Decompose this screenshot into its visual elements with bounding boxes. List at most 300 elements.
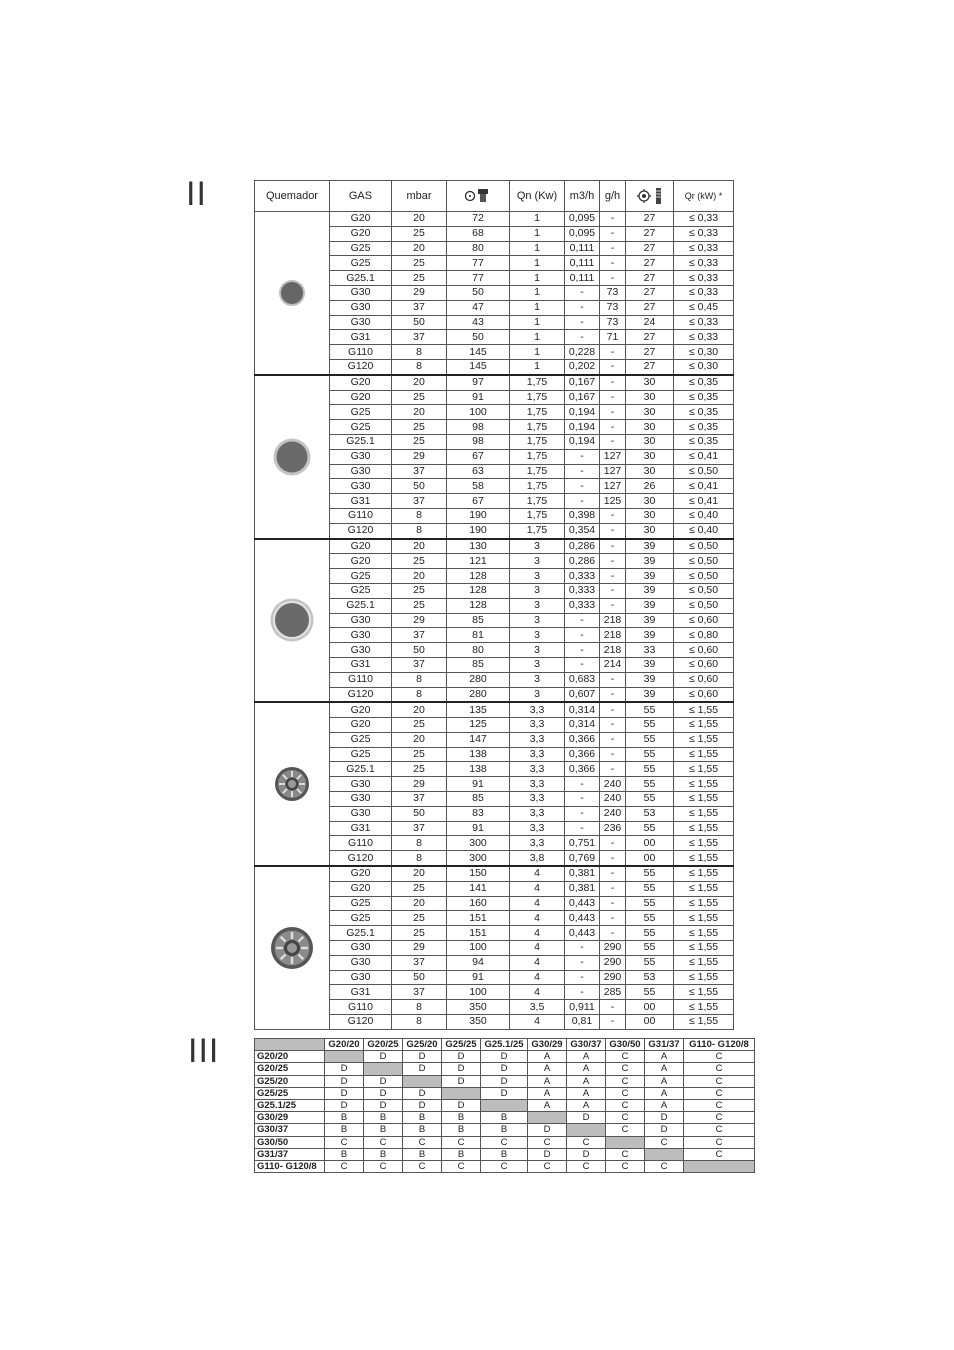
conversion-cell: D bbox=[325, 1087, 364, 1099]
cell-gh: - bbox=[600, 375, 626, 390]
cell-qn: 1 bbox=[510, 359, 565, 374]
cell-bypass: 39 bbox=[626, 613, 674, 628]
cell-qr: ≤ 0,60 bbox=[674, 687, 734, 702]
conversion-row bbox=[255, 1063, 755, 1075]
cell-injector: 160 bbox=[447, 896, 510, 911]
conversion-cell: D bbox=[364, 1099, 403, 1111]
cell-qr: ≤ 1,55 bbox=[674, 777, 734, 792]
cell-gas: G30 bbox=[330, 955, 392, 970]
cell-gh: - bbox=[600, 583, 626, 598]
cell-qr: ≤ 1,55 bbox=[674, 866, 734, 881]
cell-qn: 4 bbox=[510, 970, 565, 985]
diagonal-cell bbox=[403, 1075, 442, 1087]
cell-m3h: 0,683 bbox=[565, 672, 600, 687]
table-row bbox=[255, 866, 734, 881]
cell-qr: ≤ 1,55 bbox=[674, 836, 734, 851]
cell-qr: ≤ 1,55 bbox=[674, 985, 734, 1000]
cell-m3h: 0,228 bbox=[565, 345, 600, 360]
cell-injector: 147 bbox=[447, 732, 510, 747]
row-header: G25/25 bbox=[255, 1087, 325, 1099]
cell-mbar: 25 bbox=[392, 762, 447, 777]
cell-gas: G25 bbox=[330, 241, 392, 256]
table-row bbox=[255, 539, 734, 554]
column-header: G31/37 bbox=[645, 1039, 684, 1051]
cell-qn: 3 bbox=[510, 657, 565, 672]
cell-injector: 77 bbox=[447, 271, 510, 286]
cell-mbar: 37 bbox=[392, 821, 447, 836]
cell-mbar: 37 bbox=[392, 628, 447, 643]
cell-m3h: 0,167 bbox=[565, 375, 600, 390]
conversion-cell: D bbox=[364, 1075, 403, 1087]
cell-gas: G25.1 bbox=[330, 926, 392, 941]
conversion-cell: C bbox=[606, 1148, 645, 1160]
cell-qr: ≤ 0,33 bbox=[674, 285, 734, 300]
cell-gh: - bbox=[600, 1000, 626, 1015]
cell-m3h: 0,194 bbox=[565, 405, 600, 420]
cell-injector: 63 bbox=[447, 464, 510, 479]
conversion-cell: A bbox=[567, 1063, 606, 1075]
cell-qr: ≤ 1,55 bbox=[674, 732, 734, 747]
injector-icon bbox=[464, 188, 492, 204]
conversion-cell: C bbox=[442, 1136, 481, 1148]
cell-bypass: 39 bbox=[626, 598, 674, 613]
cell-m3h: - bbox=[565, 330, 600, 345]
cell-bypass: 55 bbox=[626, 985, 674, 1000]
cell-m3h: 0,911 bbox=[565, 1000, 600, 1015]
cell-injector: 81 bbox=[447, 628, 510, 643]
cell-gas: G30 bbox=[330, 613, 392, 628]
cell-gh: 73 bbox=[600, 315, 626, 330]
row-header: G25/20 bbox=[255, 1075, 325, 1087]
cell-gas: G110 bbox=[330, 345, 392, 360]
conversion-cell: D bbox=[325, 1075, 364, 1087]
row-header: G20/25 bbox=[255, 1063, 325, 1075]
cell-bypass: 27 bbox=[626, 271, 674, 286]
cell-gas: G120 bbox=[330, 359, 392, 374]
cell-qn: 4 bbox=[510, 896, 565, 911]
burner-wok-small-icon bbox=[255, 766, 329, 802]
table-row bbox=[255, 702, 734, 717]
conversion-row bbox=[255, 1051, 755, 1063]
cell-qr: ≤ 1,55 bbox=[674, 1000, 734, 1015]
cell-qr: ≤ 0,33 bbox=[674, 226, 734, 241]
cell-mbar: 8 bbox=[392, 359, 447, 374]
conversion-cell: D bbox=[528, 1124, 567, 1136]
cell-gas: G120 bbox=[330, 523, 392, 538]
cell-bypass: 55 bbox=[626, 881, 674, 896]
cell-mbar: 8 bbox=[392, 672, 447, 687]
conversion-cell: D bbox=[442, 1075, 481, 1087]
cell-qr: ≤ 0,30 bbox=[674, 345, 734, 360]
cell-injector: 68 bbox=[447, 226, 510, 241]
cell-injector: 100 bbox=[447, 405, 510, 420]
cell-qr: ≤ 0,33 bbox=[674, 256, 734, 271]
conversion-cell: D bbox=[567, 1148, 606, 1160]
cell-m3h: 0,095 bbox=[565, 226, 600, 241]
cell-qn: 1 bbox=[510, 271, 565, 286]
cell-mbar: 25 bbox=[392, 926, 447, 941]
diagonal-cell bbox=[528, 1112, 567, 1124]
cell-bypass: 26 bbox=[626, 479, 674, 494]
diagonal-cell bbox=[684, 1160, 755, 1172]
burner-auxiliary-icon bbox=[255, 278, 329, 308]
cell-gh: - bbox=[600, 554, 626, 569]
diagonal-cell bbox=[567, 1124, 606, 1136]
column-header: G20/25 bbox=[364, 1039, 403, 1051]
cell-gas: G20 bbox=[330, 554, 392, 569]
cell-qr: ≤ 1,55 bbox=[674, 718, 734, 733]
cell-qr: ≤ 1,55 bbox=[674, 747, 734, 762]
cell-m3h: 0,381 bbox=[565, 881, 600, 896]
cell-mbar: 20 bbox=[392, 241, 447, 256]
cell-injector: 85 bbox=[447, 613, 510, 628]
burner-rapid-icon bbox=[255, 597, 329, 643]
cell-m3h: 0,167 bbox=[565, 390, 600, 405]
cell-injector: 91 bbox=[447, 970, 510, 985]
cell-qn: 1,75 bbox=[510, 494, 565, 509]
conversion-cell: C bbox=[403, 1136, 442, 1148]
cell-m3h: - bbox=[565, 643, 600, 658]
conversion-cell: D bbox=[403, 1063, 442, 1075]
diagonal-cell bbox=[645, 1148, 684, 1160]
cell-mbar: 29 bbox=[392, 613, 447, 628]
burner-cell bbox=[255, 212, 330, 375]
conversion-cell: C bbox=[606, 1099, 645, 1111]
cell-mbar: 37 bbox=[392, 792, 447, 807]
cell-m3h: 0,333 bbox=[565, 583, 600, 598]
bypass-screw-icon bbox=[635, 187, 665, 205]
cell-qn: 1,75 bbox=[510, 449, 565, 464]
cell-qn: 3 bbox=[510, 554, 565, 569]
cell-bypass: 30 bbox=[626, 464, 674, 479]
cell-bypass: 30 bbox=[626, 375, 674, 390]
diagonal-cell bbox=[442, 1087, 481, 1099]
cell-injector: 100 bbox=[447, 985, 510, 1000]
cell-qn: 1 bbox=[510, 241, 565, 256]
conversion-cell: C bbox=[684, 1099, 755, 1111]
cell-bypass: 55 bbox=[626, 777, 674, 792]
cell-gas: G25.1 bbox=[330, 598, 392, 613]
table-row bbox=[255, 375, 734, 390]
cell-mbar: 25 bbox=[392, 554, 447, 569]
conversion-cell: A bbox=[645, 1087, 684, 1099]
cell-gh: - bbox=[600, 687, 626, 702]
cell-gh: 240 bbox=[600, 806, 626, 821]
cell-m3h: - bbox=[565, 955, 600, 970]
cell-mbar: 25 bbox=[392, 390, 447, 405]
cell-m3h: 0,194 bbox=[565, 420, 600, 435]
cell-qn: 4 bbox=[510, 955, 565, 970]
column-header: G30/50 bbox=[606, 1039, 645, 1051]
cell-gh: - bbox=[600, 851, 626, 866]
cell-mbar: 25 bbox=[392, 256, 447, 271]
cell-gh: - bbox=[600, 836, 626, 851]
conversion-row bbox=[255, 1087, 755, 1099]
cell-gh: 240 bbox=[600, 777, 626, 792]
conversion-cell: A bbox=[528, 1075, 567, 1087]
cell-gh: 285 bbox=[600, 985, 626, 1000]
cell-mbar: 50 bbox=[392, 479, 447, 494]
cell-qn: 3 bbox=[510, 583, 565, 598]
conversion-cell: B bbox=[325, 1112, 364, 1124]
cell-qr: ≤ 1,55 bbox=[674, 941, 734, 956]
conversion-cell: C bbox=[567, 1136, 606, 1148]
cell-bypass: 55 bbox=[626, 762, 674, 777]
cell-bypass: 55 bbox=[626, 702, 674, 717]
cell-injector: 145 bbox=[447, 345, 510, 360]
cell-qn: 3 bbox=[510, 628, 565, 643]
cell-mbar: 37 bbox=[392, 300, 447, 315]
cell-qr: ≤ 1,55 bbox=[674, 955, 734, 970]
cell-qn: 1 bbox=[510, 345, 565, 360]
cell-qn: 1 bbox=[510, 285, 565, 300]
cell-injector: 138 bbox=[447, 762, 510, 777]
cell-mbar: 25 bbox=[392, 226, 447, 241]
cell-gh: 73 bbox=[600, 300, 626, 315]
cell-bypass: 00 bbox=[626, 1015, 674, 1030]
cell-mbar: 25 bbox=[392, 271, 447, 286]
conversion-cell: A bbox=[528, 1063, 567, 1075]
cell-bypass: 53 bbox=[626, 806, 674, 821]
row-header: G30/50 bbox=[255, 1136, 325, 1148]
cell-m3h: 0,366 bbox=[565, 747, 600, 762]
conversion-cell: A bbox=[645, 1099, 684, 1111]
cell-bypass: 55 bbox=[626, 732, 674, 747]
conversion-cell: A bbox=[567, 1099, 606, 1111]
conversion-cell: D bbox=[403, 1051, 442, 1063]
cell-qn: 1,75 bbox=[510, 405, 565, 420]
cell-m3h: 0,202 bbox=[565, 359, 600, 374]
cell-qr: ≤ 0,60 bbox=[674, 643, 734, 658]
cell-qn: 4 bbox=[510, 866, 565, 881]
conversion-row bbox=[255, 1112, 755, 1124]
cell-qn: 3,3 bbox=[510, 762, 565, 777]
cell-bypass: 30 bbox=[626, 449, 674, 464]
conversion-cell: D bbox=[567, 1112, 606, 1124]
cell-m3h: 0,751 bbox=[565, 836, 600, 851]
cell-gh: - bbox=[600, 702, 626, 717]
conversion-cell: D bbox=[364, 1087, 403, 1099]
conversion-cell: B bbox=[442, 1148, 481, 1160]
cell-mbar: 20 bbox=[392, 866, 447, 881]
cell-injector: 135 bbox=[447, 702, 510, 717]
cell-gh: 236 bbox=[600, 821, 626, 836]
cell-gas: G31 bbox=[330, 657, 392, 672]
conversion-cell: D bbox=[481, 1087, 528, 1099]
cell-m3h: - bbox=[565, 806, 600, 821]
cell-m3h: - bbox=[565, 315, 600, 330]
cell-qn: 4 bbox=[510, 941, 565, 956]
cell-injector: 98 bbox=[447, 434, 510, 449]
cell-qn: 3,3 bbox=[510, 747, 565, 762]
cell-injector: 77 bbox=[447, 256, 510, 271]
cell-gh: - bbox=[600, 896, 626, 911]
cell-mbar: 25 bbox=[392, 747, 447, 762]
cell-gas: G30 bbox=[330, 449, 392, 464]
cell-qr: ≤ 1,55 bbox=[674, 1015, 734, 1030]
cell-m3h: 0,333 bbox=[565, 569, 600, 584]
header-qn: Qn (Kw) bbox=[510, 181, 565, 212]
cell-m3h: 0,194 bbox=[565, 434, 600, 449]
cell-m3h: - bbox=[565, 941, 600, 956]
cell-injector: 91 bbox=[447, 390, 510, 405]
cell-injector: 280 bbox=[447, 687, 510, 702]
cell-gh: - bbox=[600, 762, 626, 777]
cell-qn: 3 bbox=[510, 643, 565, 658]
cell-bypass: 27 bbox=[626, 256, 674, 271]
conversion-cell: B bbox=[364, 1112, 403, 1124]
cell-qr: ≤ 0,41 bbox=[674, 479, 734, 494]
cell-gh: - bbox=[600, 881, 626, 896]
cell-gh: - bbox=[600, 345, 626, 360]
cell-gh: 218 bbox=[600, 628, 626, 643]
cell-mbar: 20 bbox=[392, 212, 447, 227]
row-header: G20/20 bbox=[255, 1051, 325, 1063]
header-burner: Quemador bbox=[255, 181, 330, 212]
cell-injector: 350 bbox=[447, 1015, 510, 1030]
cell-mbar: 25 bbox=[392, 911, 447, 926]
cell-qn: 3,3 bbox=[510, 702, 565, 717]
cell-gh: 127 bbox=[600, 479, 626, 494]
column-header: G30/29 bbox=[528, 1039, 567, 1051]
cell-qn: 1,75 bbox=[510, 390, 565, 405]
header-mbar: mbar bbox=[392, 181, 447, 212]
table-header-row bbox=[255, 181, 734, 212]
conversion-cell: A bbox=[528, 1087, 567, 1099]
conversion-cell: D bbox=[403, 1099, 442, 1111]
cell-bypass: 27 bbox=[626, 285, 674, 300]
conversion-row bbox=[255, 1148, 755, 1160]
cell-gh: - bbox=[600, 241, 626, 256]
cell-injector: 350 bbox=[447, 1000, 510, 1015]
conversion-cell: A bbox=[645, 1063, 684, 1075]
cell-qn: 3,8 bbox=[510, 851, 565, 866]
conversion-cell: B bbox=[364, 1148, 403, 1160]
cell-mbar: 8 bbox=[392, 851, 447, 866]
cell-bypass: 53 bbox=[626, 970, 674, 985]
cell-gas: G30 bbox=[330, 479, 392, 494]
conversion-cell: D bbox=[645, 1112, 684, 1124]
cell-gh: - bbox=[600, 598, 626, 613]
cell-gh: - bbox=[600, 911, 626, 926]
cell-m3h: 0,111 bbox=[565, 256, 600, 271]
cell-qr: ≤ 1,55 bbox=[674, 881, 734, 896]
cell-bypass: 30 bbox=[626, 494, 674, 509]
conversion-cell: C bbox=[325, 1160, 364, 1172]
cell-qn: 3 bbox=[510, 539, 565, 554]
cell-gas: G25.1 bbox=[330, 271, 392, 286]
cell-bypass: 00 bbox=[626, 1000, 674, 1015]
cell-gas: G25.1 bbox=[330, 762, 392, 777]
conversion-cell: C bbox=[684, 1112, 755, 1124]
cell-qr: ≤ 0,50 bbox=[674, 583, 734, 598]
cell-gas: G20 bbox=[330, 866, 392, 881]
cell-qr: ≤ 0,45 bbox=[674, 300, 734, 315]
cell-gh: 218 bbox=[600, 613, 626, 628]
conversion-cell: D bbox=[442, 1063, 481, 1075]
row-header: G25.1/25 bbox=[255, 1099, 325, 1111]
cell-qr: ≤ 0,35 bbox=[674, 420, 734, 435]
cell-m3h: 0,607 bbox=[565, 687, 600, 702]
cell-injector: 67 bbox=[447, 449, 510, 464]
cell-mbar: 37 bbox=[392, 955, 447, 970]
cell-gh: - bbox=[600, 359, 626, 374]
cell-bypass: 55 bbox=[626, 941, 674, 956]
cell-mbar: 20 bbox=[392, 375, 447, 390]
conversion-cell: C bbox=[364, 1136, 403, 1148]
cell-mbar: 8 bbox=[392, 345, 447, 360]
cell-gh: - bbox=[600, 539, 626, 554]
cell-bypass: 39 bbox=[626, 554, 674, 569]
cell-injector: 121 bbox=[447, 554, 510, 569]
cell-m3h: 0,443 bbox=[565, 896, 600, 911]
conversion-cell: C bbox=[606, 1087, 645, 1099]
cell-qr: ≤ 1,55 bbox=[674, 926, 734, 941]
cell-gh: 125 bbox=[600, 494, 626, 509]
cell-m3h: 0,314 bbox=[565, 702, 600, 717]
corner-cell bbox=[255, 1039, 325, 1051]
cell-qr: ≤ 0,60 bbox=[674, 613, 734, 628]
cell-qn: 3 bbox=[510, 569, 565, 584]
conversion-cell: B bbox=[442, 1112, 481, 1124]
cell-qr: ≤ 0,33 bbox=[674, 212, 734, 227]
cell-m3h: 0,366 bbox=[565, 732, 600, 747]
conversion-cell: A bbox=[567, 1075, 606, 1087]
section-label-iii: III bbox=[188, 1032, 220, 1070]
cell-qr: ≤ 1,55 bbox=[674, 762, 734, 777]
conversion-cell: C bbox=[442, 1160, 481, 1172]
cell-mbar: 25 bbox=[392, 434, 447, 449]
cell-qr: ≤ 0,33 bbox=[674, 330, 734, 345]
cell-injector: 98 bbox=[447, 420, 510, 435]
row-header: G30/37 bbox=[255, 1124, 325, 1136]
cell-gas: G31 bbox=[330, 330, 392, 345]
gas-conversion-table bbox=[254, 1038, 755, 1173]
cell-mbar: 29 bbox=[392, 941, 447, 956]
cell-gas: G30 bbox=[330, 300, 392, 315]
cell-gh: - bbox=[600, 405, 626, 420]
cell-qn: 1,75 bbox=[510, 434, 565, 449]
cell-gas: G25 bbox=[330, 896, 392, 911]
cell-injector: 141 bbox=[447, 881, 510, 896]
diagonal-cell bbox=[325, 1051, 364, 1063]
cell-m3h: 0,286 bbox=[565, 539, 600, 554]
cell-gas: G20 bbox=[330, 539, 392, 554]
cell-m3h: - bbox=[565, 449, 600, 464]
cell-m3h: - bbox=[565, 628, 600, 643]
cell-gas: G31 bbox=[330, 821, 392, 836]
cell-gh: - bbox=[600, 866, 626, 881]
cell-injector: 151 bbox=[447, 926, 510, 941]
cell-gas: G110 bbox=[330, 1000, 392, 1015]
cell-mbar: 20 bbox=[392, 405, 447, 420]
cell-qr: ≤ 1,55 bbox=[674, 806, 734, 821]
cell-gh: - bbox=[600, 212, 626, 227]
conversion-row bbox=[255, 1099, 755, 1111]
cell-qr: ≤ 0,35 bbox=[674, 390, 734, 405]
diagonal-cell bbox=[364, 1063, 403, 1075]
cell-bypass: 55 bbox=[626, 926, 674, 941]
cell-injector: 300 bbox=[447, 851, 510, 866]
cell-injector: 300 bbox=[447, 836, 510, 851]
cell-bypass: 27 bbox=[626, 359, 674, 374]
cell-injector: 50 bbox=[447, 285, 510, 300]
cell-injector: 85 bbox=[447, 657, 510, 672]
cell-qn: 3,3 bbox=[510, 777, 565, 792]
cell-bypass: 39 bbox=[626, 628, 674, 643]
conversion-cell: B bbox=[403, 1112, 442, 1124]
cell-qn: 4 bbox=[510, 926, 565, 941]
